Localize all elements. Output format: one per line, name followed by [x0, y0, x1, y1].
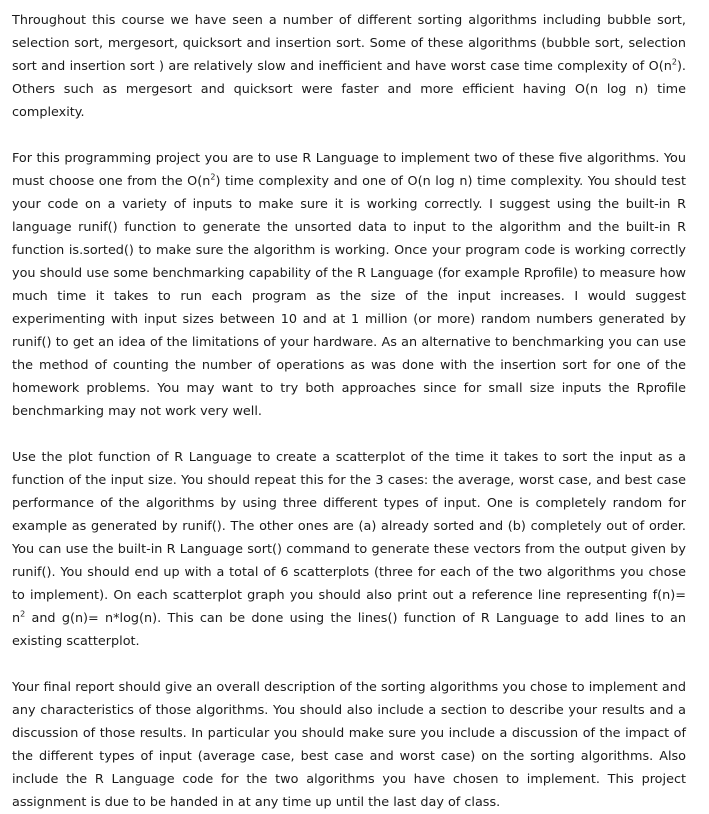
- superscript: 2: [210, 172, 216, 182]
- superscript: 2: [671, 57, 677, 67]
- paragraph-intro: [12, 9, 686, 124]
- text-span: ) time complexity and one of O(n log n) time complexity. You should test your code on a variety of inputs to make sure it is working correctly. I suggest using the built-in R language runif() function to generate the unsorted data to input to the algorithm and the built-in R function is.sorted() to make sure the algorithm is working. Once your program code is working correctly you should use some benchmarking capability of the R Language (for example Rprofile) to measure how much time it takes to run each program as the size of the input increases. I would suggest experimenting with input sizes between 10 and at 1 million (or more) random numbers generated by runif() to get an idea of the limitations of your hardware. As an alternative to benchmarking you can use the method of counting the number of operations as was done with the insertion sort for one of the homework problems. You may want to try both approaches since for small size inputs the Rprofile benchmarking may not work very well.: [12, 174, 686, 419]
- text-span: and g(n)= n*log(n). This can be done using the lines() function of R Language to add lines to an existing scatterplot.: [12, 611, 686, 649]
- paragraph-assignment: [12, 147, 686, 423]
- text-span: For this programming project you are to use R Language to implement two of these five algorithms. You must choose one from the O(n: [12, 151, 686, 189]
- text-span: Throughout this course we have seen a number of different sorting algorithms including bubble sort, selection sort, mergesort, quicksort and insertion sort. Some of these algorithms (bubble sort, selection sort and insertion sort ) are relatively slow and inefficient and have worst case time complexity of O(n: [12, 13, 686, 74]
- paragraph-report: [12, 676, 686, 814]
- document-body: [12, 9, 686, 814]
- text-span: Use the plot function of R Language to create a scatterplot of the time it takes to sort the input as a function of the input size. You should repeat this for the 3 cases: the average, worst case, and best case performance of the algorithms by using three different types of input. One is completely random for example as generated by runif(). The other ones are (a) already sorted and (b) completely out of order. You can use the built-in R Language sort() command to generate these vectors from the output given by runif(). You should end up with a total of 6 scatterplots (three for each of the two algorithms you chose to implement). On each scatterplot graph you should also print out a reference line representing f(n)= n: [12, 450, 686, 626]
- text-span: ). Others such as mergesort and quicksort were faster and more efficient having O(n log n) time complexity.: [12, 59, 686, 120]
- paragraph-plotting: [12, 446, 686, 653]
- text-span: Your final report should give an overall description of the sorting algorithms you chose to implement and any characteristics of those algorithms. You should also include a section to describe your results and a discussion of those results. In particular you should make sure you include a discussion of the impact of the different types of input (average case, best case and worst case) on the sorting algorithms. Also include the R Language code for the two algorithms you have chosen to implement. This project assignment is due to be handed in at any time up until the last day of class.: [12, 680, 686, 810]
- superscript: 2: [20, 609, 26, 619]
